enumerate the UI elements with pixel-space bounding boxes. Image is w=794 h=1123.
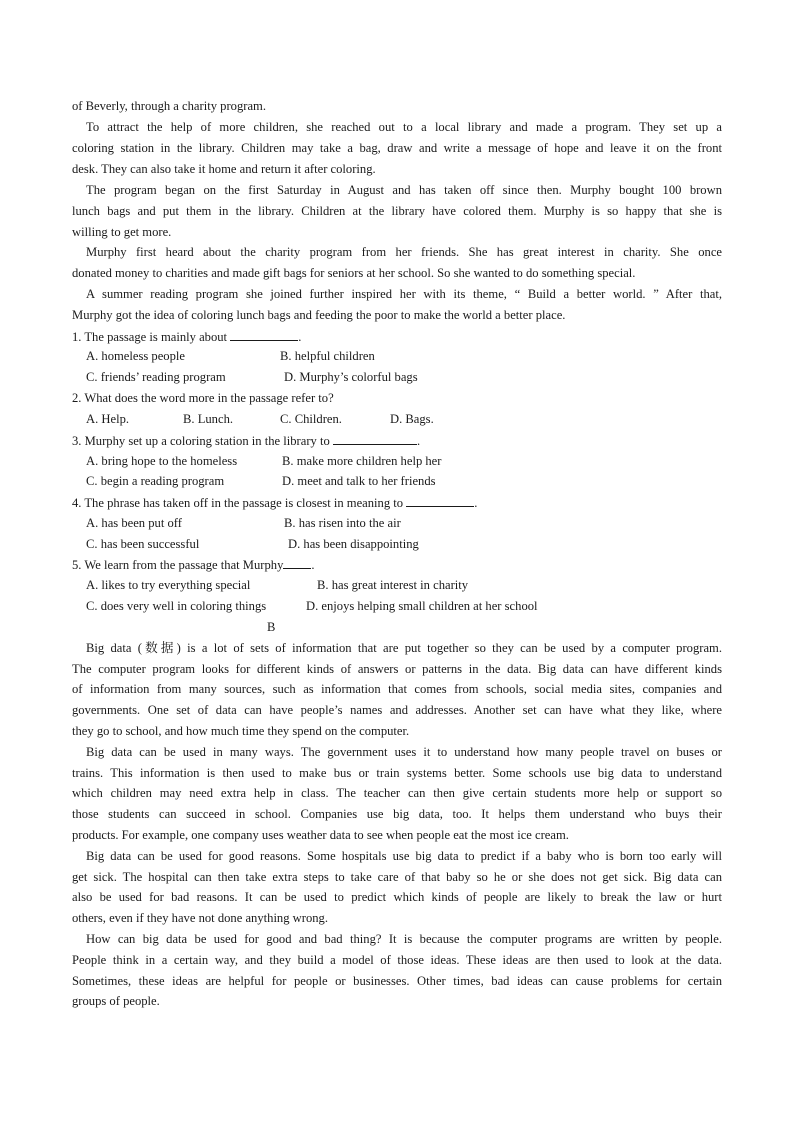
answer-blank[interactable] — [406, 495, 474, 507]
option-a[interactable]: A. likes to try everything special — [86, 578, 251, 592]
answer-blank[interactable] — [333, 433, 417, 445]
answer-blank[interactable] — [230, 329, 298, 341]
passage-b-p4-line: People think in a certain way, and they build a model of those ideas. These ideas are then used to look at the data. — [72, 953, 722, 967]
passage-b-p1-line: The computer program looks for different kinds of answers or patterns in the data. Big data can have different kinds — [72, 662, 722, 676]
option-c[interactable]: C. has been successful — [86, 537, 200, 551]
passage-b-p4-line: Sometimes, these ideas are helpful for people or businesses. Other times, bad ideas can cause problems for certain — [72, 974, 722, 988]
question-stem: 5. We learn from the passage that Murphy — [72, 558, 284, 572]
passage-b-p4-line: groups of people. — [72, 994, 160, 1008]
passage-b-p2-line: which children may need extra help in class. The teacher can then give certain students more help or support so — [72, 786, 722, 800]
option-c[interactable]: C. friends’ reading program — [86, 370, 226, 384]
passage-b-p4-line: How can big data be used for good and bad thing? It is because the computer programs are written by people. — [86, 932, 722, 946]
option-b[interactable]: B. helpful children — [280, 349, 375, 363]
option-b[interactable]: B. has risen into the air — [284, 516, 401, 530]
passage-b-p3-line: get sick. The hospital can then take extra steps to take care of that baby so he or she does not get sick. Big data can — [72, 870, 722, 884]
option-d[interactable]: D. has been disappointing — [288, 537, 419, 551]
option-d[interactable]: D. enjoys helping small children at her school — [306, 599, 538, 613]
passage-a-line: of Beverly, through a charity program. — [72, 99, 266, 113]
option-c[interactable]: C. Children. — [280, 412, 342, 426]
passage-b-p3-line: also be used for bad reasons. It can be used to predict which kinds of people are likely to break the law or hurt — [72, 890, 722, 904]
option-c[interactable]: C. begin a reading program — [86, 474, 225, 488]
passage-b-p1-line: of information from many sources, such as information that comes from schools, social media sites, companies and — [72, 682, 722, 696]
passage-b-p3-line: others, even if they have not done anything wrong. — [72, 911, 329, 925]
option-c[interactable]: C. does very well in coloring things — [86, 599, 267, 613]
option-a[interactable]: A. Help. — [86, 412, 130, 426]
passage-b-p1-line: Big data (数据) is a lot of sets of information that are put together so they can be used by a computer program. — [86, 641, 722, 655]
option-d[interactable]: D. Bags. — [390, 412, 434, 426]
passage-a-p3-line: donated money to charities and made gift bags for seniors at her school. So she wanted to do something special. — [72, 266, 636, 280]
passage-b-p1-line: governments. One set of data can have people’s names and addresses. Another set can have what they like, where — [72, 703, 722, 717]
question-2: 2. What does the word more in the passage refer to? — [72, 391, 334, 405]
passage-a-p3-line: Murphy first heard about the charity program from her friends. She has great interest in charity. She once — [86, 245, 722, 259]
question-end: . — [474, 496, 478, 510]
passage-a-p1-line: desk. They can also take it home and return it after coloring. — [72, 162, 376, 176]
section-b-label: B — [267, 620, 276, 634]
question-stem: 1. The passage is mainly about — [72, 330, 228, 344]
passage-a-p2-line: The program began on the first Saturday in August and has taken off since then. Murphy bought 100 brown — [86, 183, 722, 197]
answer-blank[interactable] — [283, 557, 311, 569]
passage-b-p2-line: trains. This information is then used to make bus or train systems better. Some schools use big data to understand — [72, 766, 722, 780]
passage-a-p2-line: lunch bags and put them in the library. Children at the library have colored them. Murphy is so happy that she is — [72, 204, 722, 218]
option-d[interactable]: D. meet and talk to her friends — [282, 474, 436, 488]
option-a[interactable]: A. bring hope to the homeless — [86, 454, 238, 468]
question-stem: 4. The phrase has taken off in the passage is closest in meaning to — [72, 496, 404, 510]
passage-a-p4-line: Murphy got the idea of coloring lunch bags and feeding the poor to make the world a better place. — [72, 308, 566, 322]
passage-b-p1-line: they go to school, and how much time they spend on the computer. — [72, 724, 410, 738]
passage-b-p3-line: Big data can be used for good reasons. Some hospitals use big data to predict if a baby who is born too early will — [86, 849, 722, 863]
passage-a-p1-line: To attract the help of more children, she reached out to a local library and made a program. They set up a — [86, 120, 722, 134]
question-stem: 3. Murphy set up a coloring station in the library to — [72, 434, 330, 448]
option-b[interactable]: B. Lunch. — [183, 412, 234, 426]
passage-b-p2-line: products. For example, one company uses weather data to see when people eat the most ice cream. — [72, 828, 569, 842]
option-b[interactable]: B. make more children help her — [282, 454, 442, 468]
question-1 — [72, 329, 301, 344]
question-end: . — [416, 434, 421, 448]
passage-a-p2-line: willing to get more. — [72, 225, 172, 239]
option-b[interactable]: B. has great interest in charity — [317, 578, 469, 592]
passage-b-p2-line: those students can succeed in school. Companies use big data, too. It helps them understand who buys their — [72, 807, 722, 821]
passage-a-p4-line: A summer reading program she joined further inspired her with its theme, “ Build a better world. ” After that, — [86, 287, 722, 301]
question-end: . — [298, 330, 302, 344]
question-4 — [72, 495, 477, 510]
question-3 — [72, 433, 420, 448]
passage-b-p2-line: Big data can be used in many ways. The government uses it to understand how many people travel on buses or — [86, 745, 722, 759]
option-a[interactable]: A. has been put off — [86, 516, 182, 530]
option-a[interactable]: A. homeless people — [86, 349, 185, 363]
question-5 — [72, 557, 315, 572]
option-d[interactable]: D. Murphy’s colorful bags — [284, 370, 418, 384]
passage-a-p1-line: coloring station in the library. Children may take a bag, draw and write a message of hope and leave it on the front — [72, 141, 722, 155]
question-end: . — [311, 558, 315, 572]
